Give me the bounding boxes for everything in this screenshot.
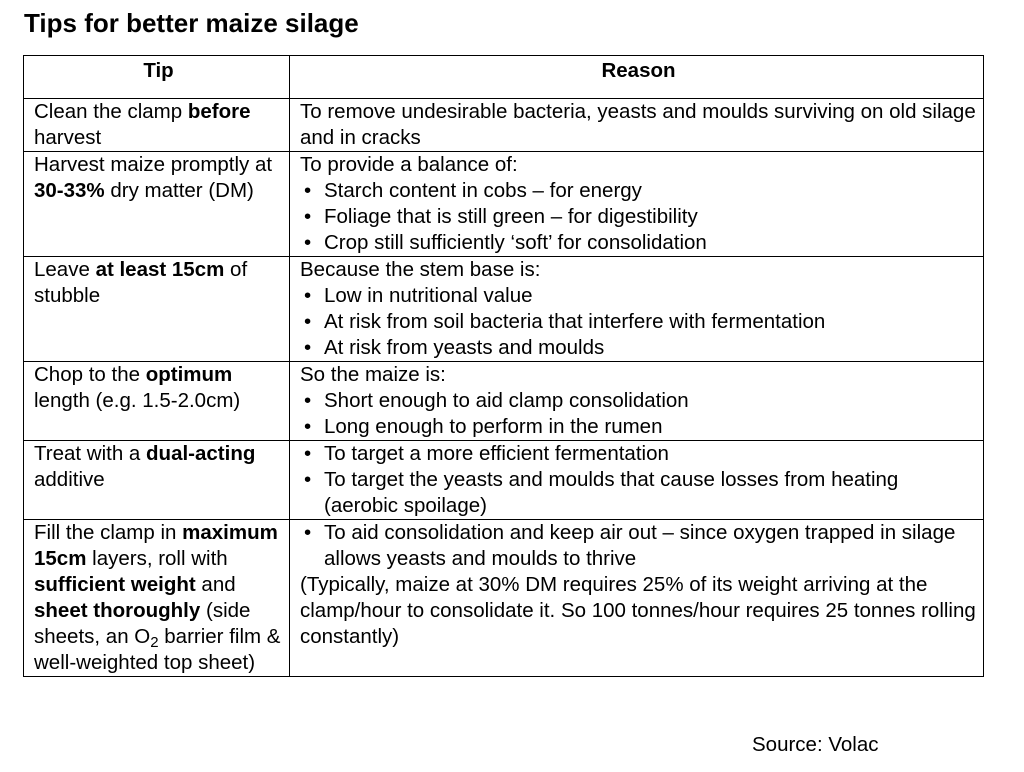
column-header-reason: Reason — [290, 56, 984, 99]
reason-bullet-list — [300, 283, 977, 361]
reason-bullet-item: • Long enough to perform in the rumen — [300, 414, 977, 440]
reason-bullet-item: • To aid consolidation and keep air out – since oxygen trapped in silage allows yeasts and moulds to thrive — [300, 520, 977, 572]
tip-text: Clean the clamp — [34, 100, 188, 123]
tip-emphasis: before — [187, 100, 251, 123]
column-header-tip: Tip — [24, 56, 290, 99]
reason-cell — [290, 257, 984, 362]
reason-text: To provide a balance of: — [300, 153, 518, 176]
table-row — [24, 152, 984, 257]
reason-bullet-item: • To target the yeasts and moulds that cause losses from heating (aerobic spoilage) — [300, 467, 977, 519]
reason-cell — [290, 152, 984, 257]
tip-text: additive — [34, 468, 105, 491]
reason-bullet-item: • Starch content in cobs – for energy — [300, 178, 977, 204]
source-credit: Source: Volac — [752, 733, 879, 756]
reason-cell — [290, 362, 984, 441]
table-row — [24, 362, 984, 441]
reason-bullet-item: • Crop still sufficiently ‘soft’ for consolidation — [300, 230, 977, 256]
tip-text: Harvest maize promptly at — [34, 153, 273, 176]
tip-cell — [24, 99, 290, 152]
reason-bullet-list — [300, 520, 977, 572]
tip-text: barrier film & well-weighted top sheet) — [34, 625, 281, 674]
tip-cell — [24, 257, 290, 362]
tip-text: Leave — [34, 258, 96, 281]
tip-emphasis: sufficient weight — [34, 573, 196, 596]
tip-text: Fill the clamp in — [34, 521, 183, 544]
tip-text: (side sheets, an O — [34, 599, 251, 648]
reason-bullet-item: • At risk from soil bacteria that interfere with fermentation — [300, 309, 977, 335]
reason-bullet-list — [300, 388, 977, 440]
tips-table — [23, 55, 984, 677]
reason-cell — [290, 441, 984, 520]
tip-cell — [24, 441, 290, 520]
tip-cell — [24, 152, 290, 257]
tip-text: 2 — [150, 634, 159, 651]
tip-text: and — [195, 573, 236, 596]
tip-emphasis: maximum 15cm — [34, 521, 278, 570]
table-row — [24, 99, 984, 152]
page-title: Tips for better maize silage — [24, 8, 359, 38]
tip-text: of stubble — [34, 258, 248, 307]
reason-text: So the maize is: — [300, 363, 446, 386]
reason-cell — [290, 99, 984, 152]
table-row — [24, 257, 984, 362]
tip-text: length (e.g. 1.5-2.0cm) — [34, 389, 241, 412]
reason-note: (Typically, maize at 30% DM requires 25% of its weight arriving at the clamp/hour to consolidate it. So 100 tonnes/hour requires 25 tonnes rolling constantly) — [300, 573, 976, 648]
tip-text: Chop to the — [34, 363, 146, 386]
table-row — [24, 441, 984, 520]
tip-emphasis: 30-33% — [34, 179, 105, 202]
reason-bullet-item: • Short enough to aid clamp consolidation — [300, 388, 977, 414]
reason-bullet-item: • Foliage that is still green – for digestibility — [300, 204, 977, 230]
reason-bullet-item: • To target a more efficient fermentation — [300, 441, 977, 467]
reason-bullet-list — [300, 178, 977, 256]
reason-text: To remove undesirable bacteria, yeasts and moulds surviving on old silage and in cracks — [300, 100, 976, 149]
reason-cell — [290, 520, 984, 677]
tip-cell — [24, 362, 290, 441]
tip-text: harvest — [34, 126, 102, 149]
tip-emphasis: at least 15cm — [95, 258, 225, 281]
tip-emphasis: sheet thoroughly — [34, 599, 201, 622]
tip-text: layers, roll with — [86, 547, 228, 570]
table-row — [24, 520, 984, 677]
tip-cell — [24, 520, 290, 677]
tip-emphasis: optimum — [145, 363, 233, 386]
reason-text: Because the stem base is: — [300, 258, 541, 281]
tip-text: dry matter (DM) — [104, 179, 254, 202]
tip-text: Treat with a — [34, 442, 147, 465]
reason-bullet-item: • At risk from yeasts and moulds — [300, 335, 977, 361]
tip-emphasis: dual-acting — [146, 442, 256, 465]
reason-bullet-item: • Low in nutritional value — [300, 283, 977, 309]
reason-bullet-list — [300, 441, 977, 519]
table-header-row — [24, 56, 984, 99]
